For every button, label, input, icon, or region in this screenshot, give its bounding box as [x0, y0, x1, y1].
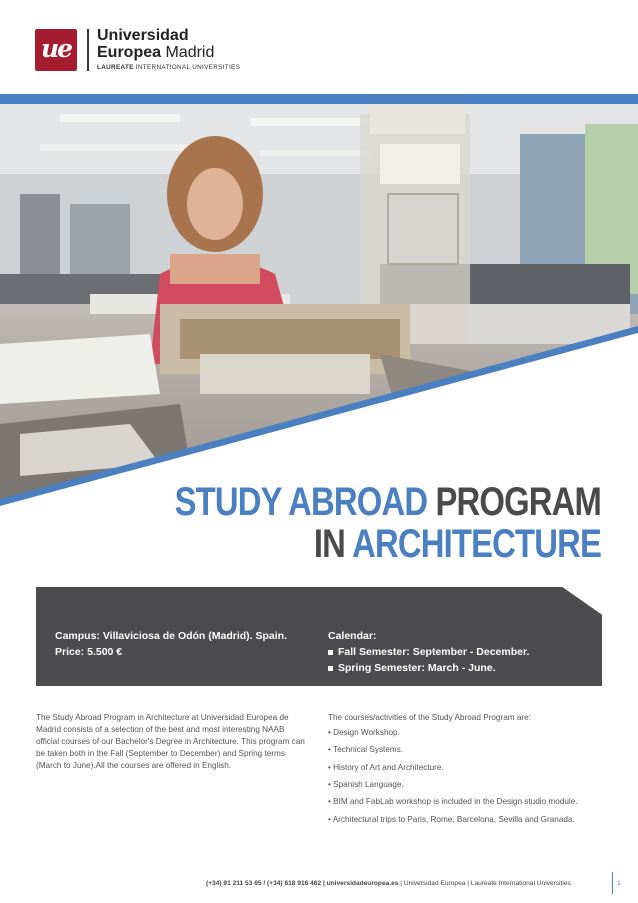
program-title — [81, 481, 601, 565]
title-accent-study-abroad: STUDY ABROAD — [174, 480, 428, 524]
hero-photo — [0, 104, 638, 524]
square-bullet-icon — [328, 650, 333, 655]
university-name-line1: Universidad — [97, 27, 189, 44]
network-tagline — [97, 64, 240, 71]
calendar-spring-text: Spring Semester: March - June. — [338, 662, 496, 674]
list-item: • Spanish Language. — [328, 779, 404, 789]
footer-affiliation: | Universidad Europea | Laureate International Universities — [398, 880, 571, 887]
calendar-label: Calendar: — [328, 630, 377, 642]
page-number-divider — [612, 872, 613, 894]
program-title-line2 — [175, 523, 601, 565]
calendar-spring-row — [328, 660, 529, 676]
title-accent-architecture: ARCHITECTURE — [352, 522, 601, 566]
program-description: The Study Abroad Program in Architecture at Universidad Europea de Madrid consists of a selection of the best and most interesting NAAB official courses of our Bachelor's Degree in Architecture. This program can be taken both in the Fall (September to December) and Spring terms (March to June).All the courses are offered in English. — [36, 713, 305, 771]
price-text: Price: 5.500 € — [55, 646, 123, 658]
program-title-line1 — [175, 481, 601, 523]
square-bullet-icon — [328, 666, 333, 671]
page-number: 1 — [617, 880, 621, 887]
page-header — [0, 0, 638, 96]
title-word-program: PROGRAM — [427, 480, 601, 524]
campus-price-block — [55, 628, 287, 660]
list-item: • Architectural trips to Paris, Rome, Barcelona, Sevilla and Granada. — [328, 814, 575, 824]
list-item: • Design Workshop. — [328, 728, 400, 738]
logo-divider — [87, 29, 89, 71]
footer-contact[interactable]: (+34) 91 211 53 65 / (+34) 618 916 462 | universidadeuropea.es — [206, 880, 399, 887]
list-item: • History of Art and Architecture. — [328, 762, 444, 772]
courses-heading: The courses/activities of the Study Abroad Program are: — [328, 713, 531, 722]
hero-photo-illustration — [0, 104, 638, 524]
university-name-bold: Europea — [97, 44, 162, 61]
calendar-block — [328, 628, 529, 676]
university-name-line2 — [97, 44, 214, 62]
top-accent-band — [0, 94, 638, 104]
university-logo-icon: ue — [35, 29, 77, 71]
title-word-in: IN — [313, 522, 353, 566]
network-tagline-rest: INTERNATIONAL UNIVERSITIES — [133, 64, 241, 71]
page-footer — [206, 880, 571, 887]
calendar-fall-row — [328, 644, 529, 660]
courses-list — [328, 727, 608, 826]
calendar-fall-text: Fall Semester: September - December. — [338, 646, 530, 658]
list-item: • BIM and FabLab workshop is included in the Design studio module. — [328, 797, 578, 807]
network-tagline-bold: LAUREATE — [97, 64, 134, 71]
list-item: • Technical Systems. — [328, 745, 404, 755]
courses-section — [328, 712, 608, 831]
university-name-city: Madrid — [161, 44, 215, 61]
campus-text: Campus: Villaviciosa de Odón (Madrid). Spain. — [55, 630, 288, 642]
